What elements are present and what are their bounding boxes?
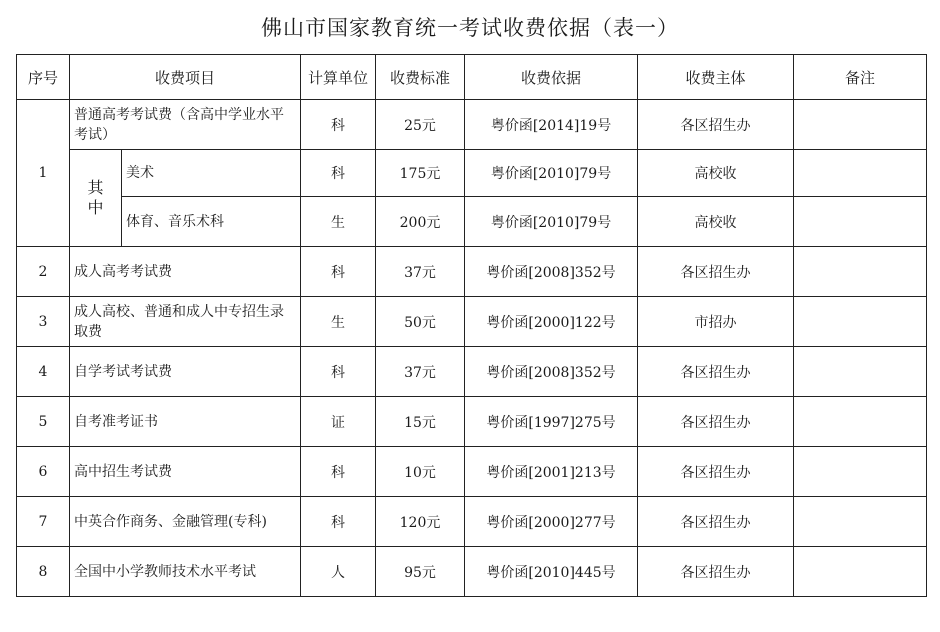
cell-unit: 生	[301, 197, 376, 247]
cell-body: 各区招生办	[638, 397, 794, 447]
table-row	[17, 150, 927, 197]
cell-body: 各区招生办	[638, 547, 794, 597]
cell-unit: 生	[301, 297, 376, 347]
cell-remark	[794, 347, 927, 397]
cell-basis: 粤价函[2010]445号	[465, 547, 638, 597]
cell-fee: 25元	[376, 100, 465, 150]
cell-body: 高校收	[638, 197, 794, 247]
cell-remark	[794, 297, 927, 347]
cell-basis: 粤价函[2008]352号	[465, 347, 638, 397]
cell-unit: 科	[301, 150, 376, 197]
cell-remark	[794, 150, 927, 197]
cell-fee: 200元	[376, 197, 465, 247]
cell-fee: 15元	[376, 397, 465, 447]
cell-item: 中英合作商务、金融管理(专科)	[70, 497, 301, 547]
sub-label-text: 其中	[87, 178, 104, 217]
header-fee: 收费标准	[376, 55, 465, 100]
cell-fee: 10元	[376, 447, 465, 497]
header-item: 收费项目	[70, 55, 301, 100]
cell-unit: 科	[301, 497, 376, 547]
header-body: 收费主体	[638, 55, 794, 100]
cell-item: 全国中小学教师技术水平考试	[70, 547, 301, 597]
cell-remark	[794, 397, 927, 447]
cell-unit: 证	[301, 397, 376, 447]
cell-item: 自学考试考试费	[70, 347, 301, 397]
cell-seq: 2	[17, 247, 70, 297]
cell-item: 成人高考考试费	[70, 247, 301, 297]
cell-seq: 1	[17, 100, 70, 247]
page-title: 佛山市国家教育统一考试收费依据（表一）	[261, 16, 679, 40]
cell-fee: 50元	[376, 297, 465, 347]
header-row	[17, 55, 927, 100]
cell-basis: 粤价函[2000]277号	[465, 497, 638, 547]
cell-seq: 5	[17, 397, 70, 447]
table-row	[17, 197, 927, 247]
header-remark: 备注	[794, 55, 927, 100]
cell-unit: 科	[301, 447, 376, 497]
header-seq: 序号	[17, 55, 70, 100]
table-row	[17, 297, 927, 347]
cell-fee: 120元	[376, 497, 465, 547]
cell-body: 高校收	[638, 150, 794, 197]
table-row	[17, 447, 927, 497]
table-row	[17, 497, 927, 547]
cell-fee: 175元	[376, 150, 465, 197]
cell-fee: 37元	[376, 347, 465, 397]
cell-basis: 粤价函[2008]352号	[465, 247, 638, 297]
cell-remark	[794, 447, 927, 497]
cell-sub-label	[70, 150, 122, 247]
cell-item: 成人高校、普通和成人中专招生录取费	[70, 297, 301, 347]
cell-remark	[794, 197, 927, 247]
cell-fee: 95元	[376, 547, 465, 597]
cell-seq: 8	[17, 547, 70, 597]
cell-item: 自考准考证书	[70, 397, 301, 447]
cell-body: 各区招生办	[638, 247, 794, 297]
cell-basis: 粤价函[2000]122号	[465, 297, 638, 347]
cell-remark	[794, 497, 927, 547]
cell-item: 普通高考考试费（含高中学业水平考试）	[70, 100, 301, 150]
cell-seq: 7	[17, 497, 70, 547]
cell-basis: 粤价函[2010]79号	[465, 197, 638, 247]
cell-unit: 科	[301, 347, 376, 397]
cell-unit: 科	[301, 247, 376, 297]
table-row	[17, 100, 927, 150]
table-row	[17, 347, 927, 397]
header-basis: 收费依据	[465, 55, 638, 100]
cell-body: 各区招生办	[638, 347, 794, 397]
cell-body: 市招办	[638, 297, 794, 347]
cell-body: 各区招生办	[638, 100, 794, 150]
fee-table	[16, 54, 927, 597]
cell-basis: 粤价函[2010]79号	[465, 150, 638, 197]
cell-unit: 人	[301, 547, 376, 597]
cell-seq: 4	[17, 347, 70, 397]
cell-remark	[794, 247, 927, 297]
cell-seq: 6	[17, 447, 70, 497]
cell-item: 美术	[122, 150, 301, 197]
header-unit: 计算单位	[301, 55, 376, 100]
table-row	[17, 397, 927, 447]
cell-unit: 科	[301, 100, 376, 150]
cell-basis: 粤价函[2014]19号	[465, 100, 638, 150]
cell-remark	[794, 100, 927, 150]
cell-basis: 粤价函[1997]275号	[465, 397, 638, 447]
cell-body: 各区招生办	[638, 447, 794, 497]
cell-item: 体育、音乐术科	[122, 197, 301, 247]
cell-fee: 37元	[376, 247, 465, 297]
cell-remark	[794, 547, 927, 597]
cell-seq: 3	[17, 297, 70, 347]
cell-basis: 粤价函[2001]213号	[465, 447, 638, 497]
table-row	[17, 247, 927, 297]
table-row	[17, 547, 927, 597]
cell-item: 高中招生考试费	[70, 447, 301, 497]
cell-body: 各区招生办	[638, 497, 794, 547]
